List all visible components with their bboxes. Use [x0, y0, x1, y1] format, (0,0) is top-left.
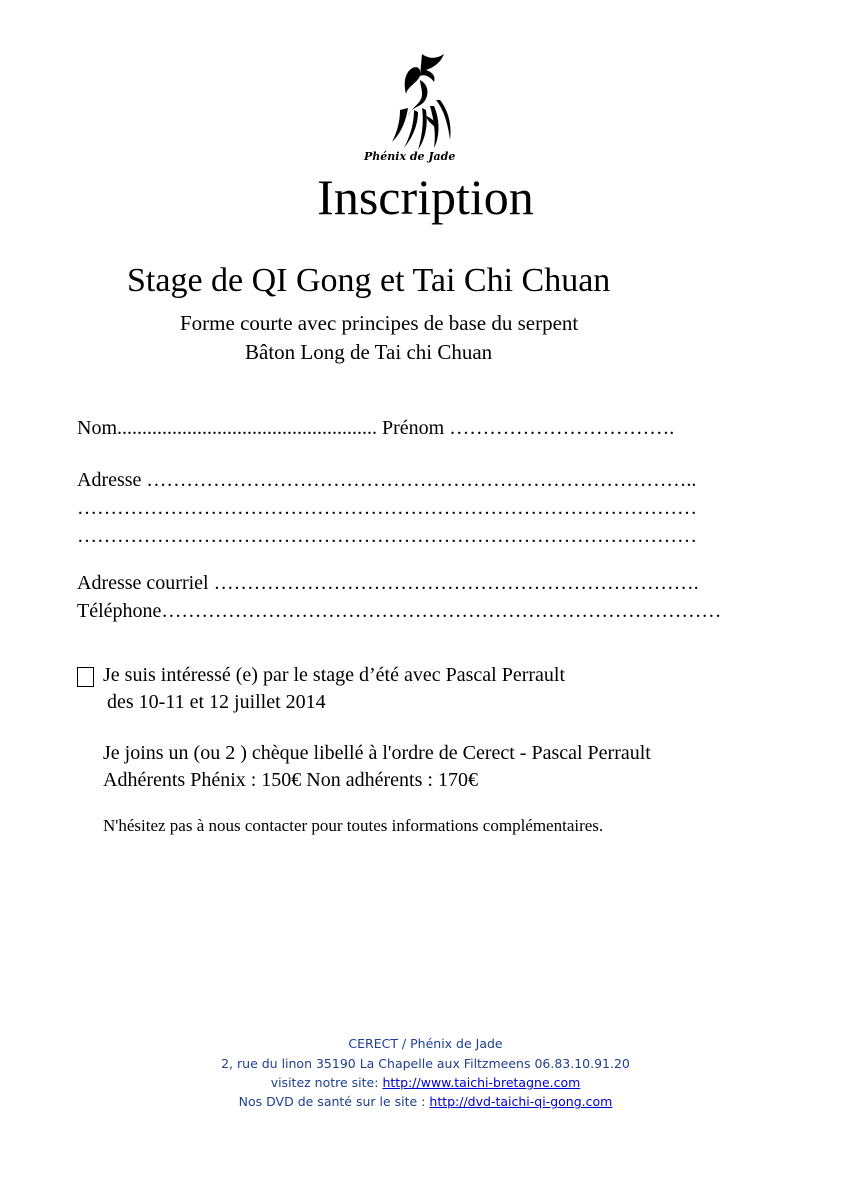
site-link[interactable]: http://www.taichi-bretagne.com — [382, 1075, 581, 1090]
stage-subtitle-1: Forme courte avec principes de base du serpent — [180, 311, 579, 335]
adresse-field-line-3[interactable]: ………………………………………………………………………………… — [77, 525, 697, 547]
payment-text-line-1: Je joins un (ou 2 ) chèque libellé à l'ordre de Cerect - Pascal Perrault — [103, 742, 651, 764]
payment-price-line: Adhérents Phénix : 150€ Non adhérents : 170€ — [103, 769, 478, 791]
footer-address: 2, rue du linon 35190 La Chapelle aux Filtzmeens 06.83.10.91.20 — [221, 1056, 630, 1071]
stage-title: Stage de QI Gong et Tai Chi Chuan — [127, 262, 611, 299]
contact-note: N'hésitez pas à nous contacter pour toutes informations complémentaires. — [103, 816, 604, 835]
page-title: Inscription — [317, 169, 534, 225]
footer-dvd — [0, 1094, 851, 1109]
nom-prenom-field[interactable]: Nom.................................................... Prénom ……………………………. — [77, 417, 675, 439]
footer-org: CERECT / Phénix de Jade — [348, 1036, 503, 1051]
logo-caption: Phénix de Jade — [364, 150, 456, 163]
telephone-field[interactable]: Téléphone………………………………………………………………………… — [77, 600, 722, 622]
adresse-field-line-2[interactable]: ………………………………………………………………………………… — [77, 497, 697, 519]
adresse-field-line-1[interactable]: Adresse ……………………………………………………………………….. — [77, 469, 697, 491]
footer-site — [0, 1075, 851, 1090]
footer-dvd-label: Nos DVD de santé sur le site : — [238, 1094, 430, 1109]
interest-text-line-1: Je suis intéressé (e) par le stage d’été avec Pascal Perrault — [103, 664, 566, 686]
footer-site-label: visitez notre site: — [270, 1075, 383, 1090]
interest-checkbox[interactable] — [77, 667, 94, 687]
courriel-field[interactable]: Adresse courriel ………………………………………………………………. — [77, 572, 699, 594]
interest-text-line-2: des 10-11 et 12 juillet 2014 — [107, 691, 326, 713]
stage-subtitle-2: Bâton Long de Tai chi Chuan — [245, 340, 493, 364]
dvd-link[interactable]: http://dvd-taichi-qi-gong.com — [429, 1094, 613, 1109]
